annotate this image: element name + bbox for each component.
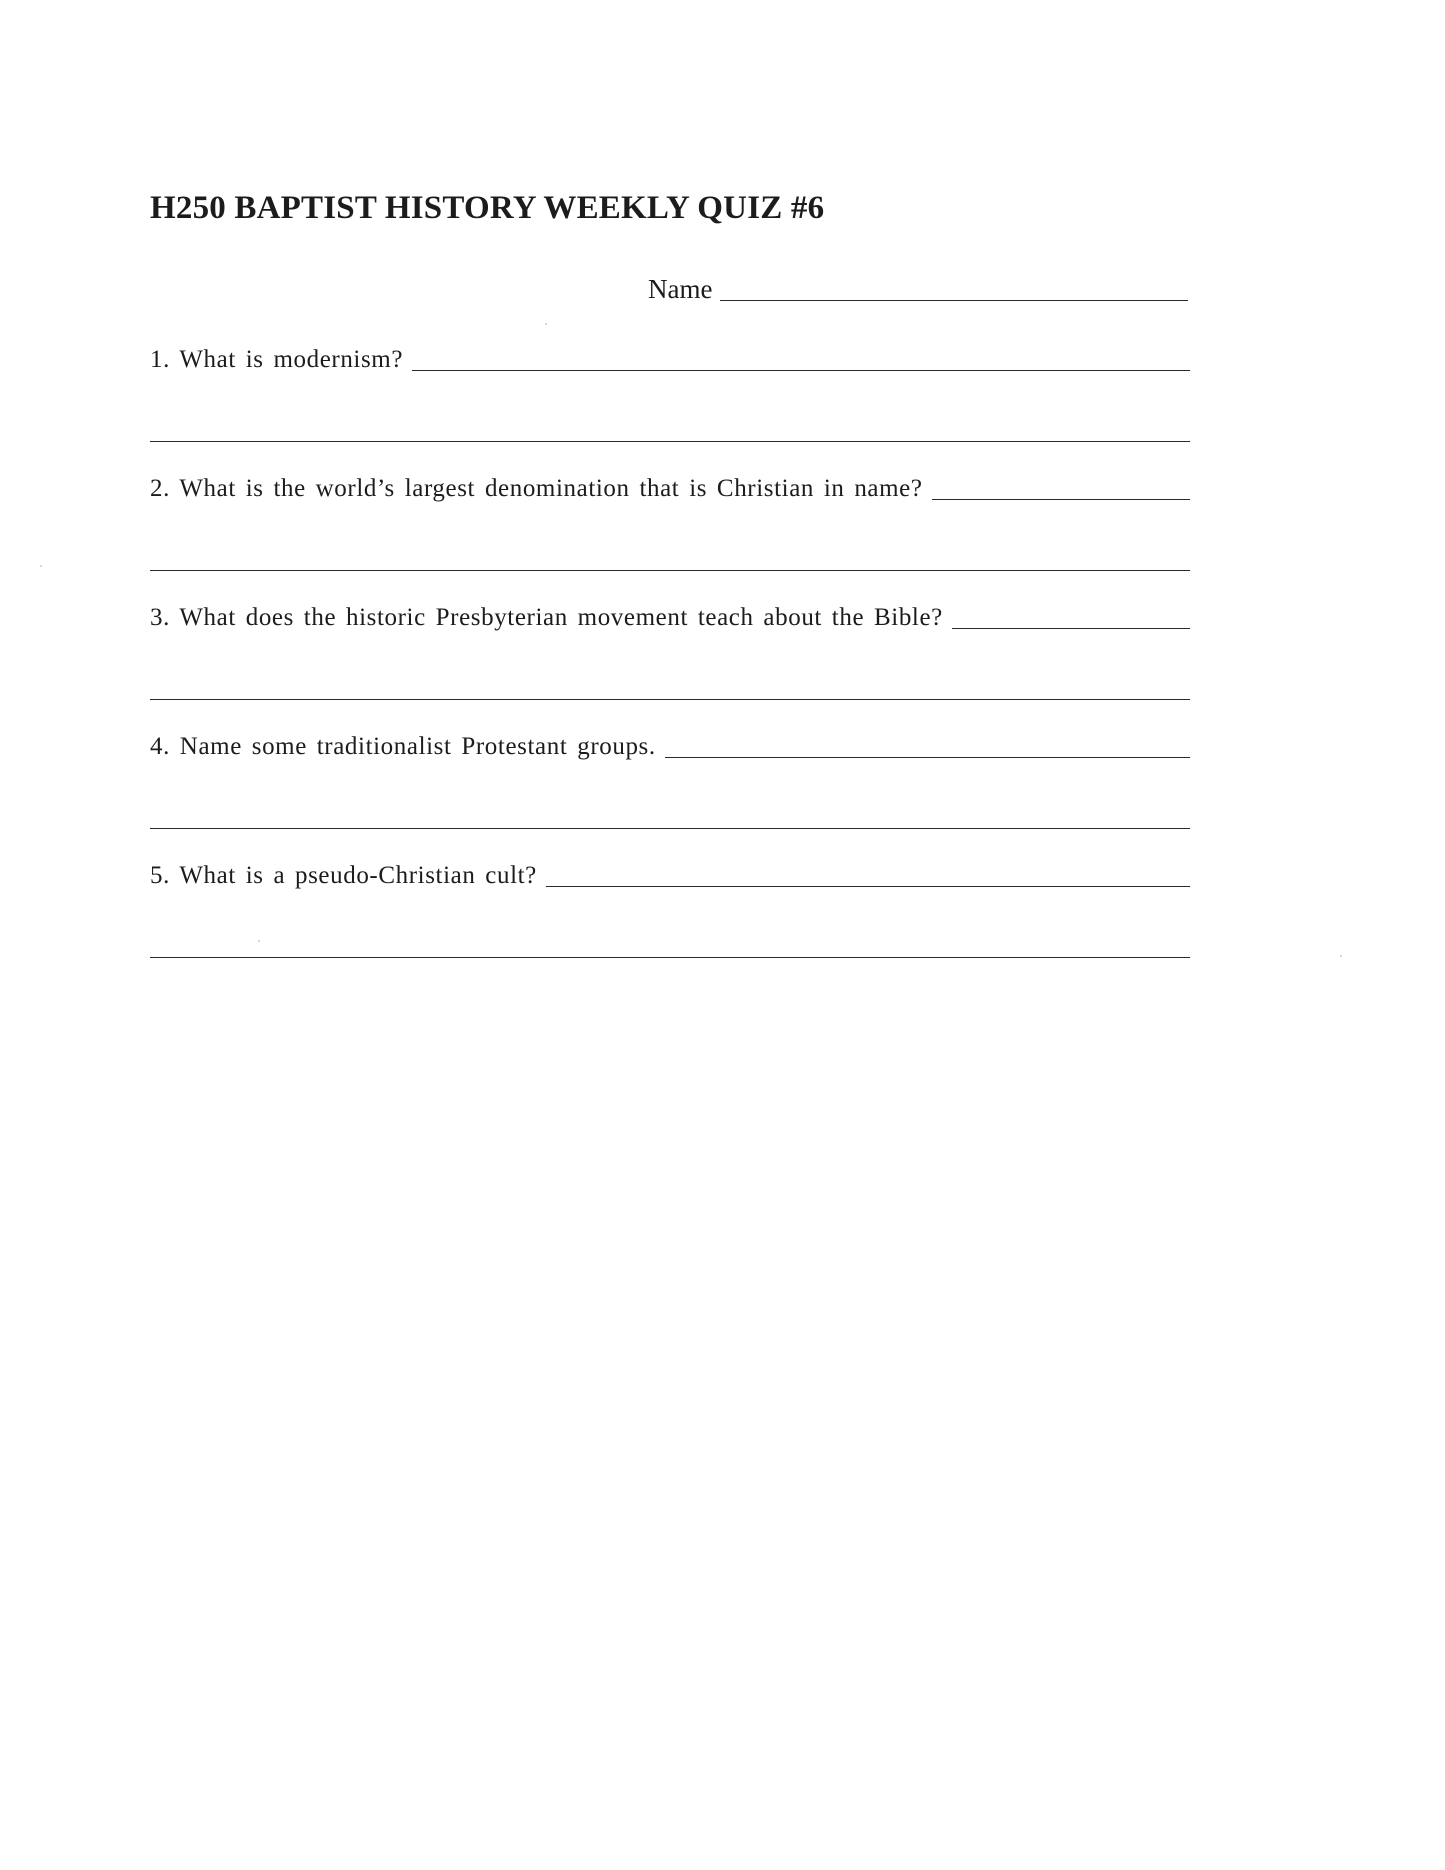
question-3-answer-blank[interactable] bbox=[952, 628, 1190, 629]
question-2 bbox=[150, 475, 1190, 503]
question-4-answer-line[interactable] bbox=[150, 828, 1190, 829]
question-2-text: 2. What is the world’s largest denomination that is Christian in name? bbox=[150, 475, 923, 502]
scan-speck bbox=[1340, 955, 1342, 957]
question-2-answer-blank[interactable] bbox=[932, 499, 1190, 500]
name-field-row bbox=[648, 274, 1188, 305]
scan-speck bbox=[40, 565, 42, 567]
question-3-answer-line[interactable] bbox=[150, 699, 1190, 700]
quiz-title: H250 BAPTIST HISTORY WEEKLY QUIZ #6 bbox=[150, 190, 825, 226]
question-1 bbox=[150, 346, 1190, 374]
question-5-answer-line[interactable] bbox=[150, 957, 1190, 958]
scan-speck bbox=[545, 323, 547, 325]
question-3-text: 3. What does the historic Presbyterian movement teach about the Bible? bbox=[150, 604, 943, 631]
name-answer-blank[interactable] bbox=[720, 300, 1188, 301]
question-2-answer-line[interactable] bbox=[150, 570, 1190, 571]
question-1-text: 1. What is modernism? bbox=[150, 346, 404, 373]
question-4-answer-blank[interactable] bbox=[665, 757, 1190, 758]
question-5-text: 5. What is a pseudo-Christian cult? bbox=[150, 862, 537, 889]
question-5 bbox=[150, 862, 1190, 890]
question-1-answer-line[interactable] bbox=[150, 441, 1190, 442]
question-4 bbox=[150, 733, 1190, 761]
name-label: Name bbox=[648, 274, 713, 304]
question-5-answer-blank[interactable] bbox=[546, 886, 1190, 887]
scan-speck bbox=[258, 940, 260, 942]
question-3 bbox=[150, 604, 1190, 632]
question-4-text: 4. Name some traditionalist Protestant groups. bbox=[150, 733, 656, 760]
question-1-answer-blank[interactable] bbox=[412, 370, 1190, 371]
